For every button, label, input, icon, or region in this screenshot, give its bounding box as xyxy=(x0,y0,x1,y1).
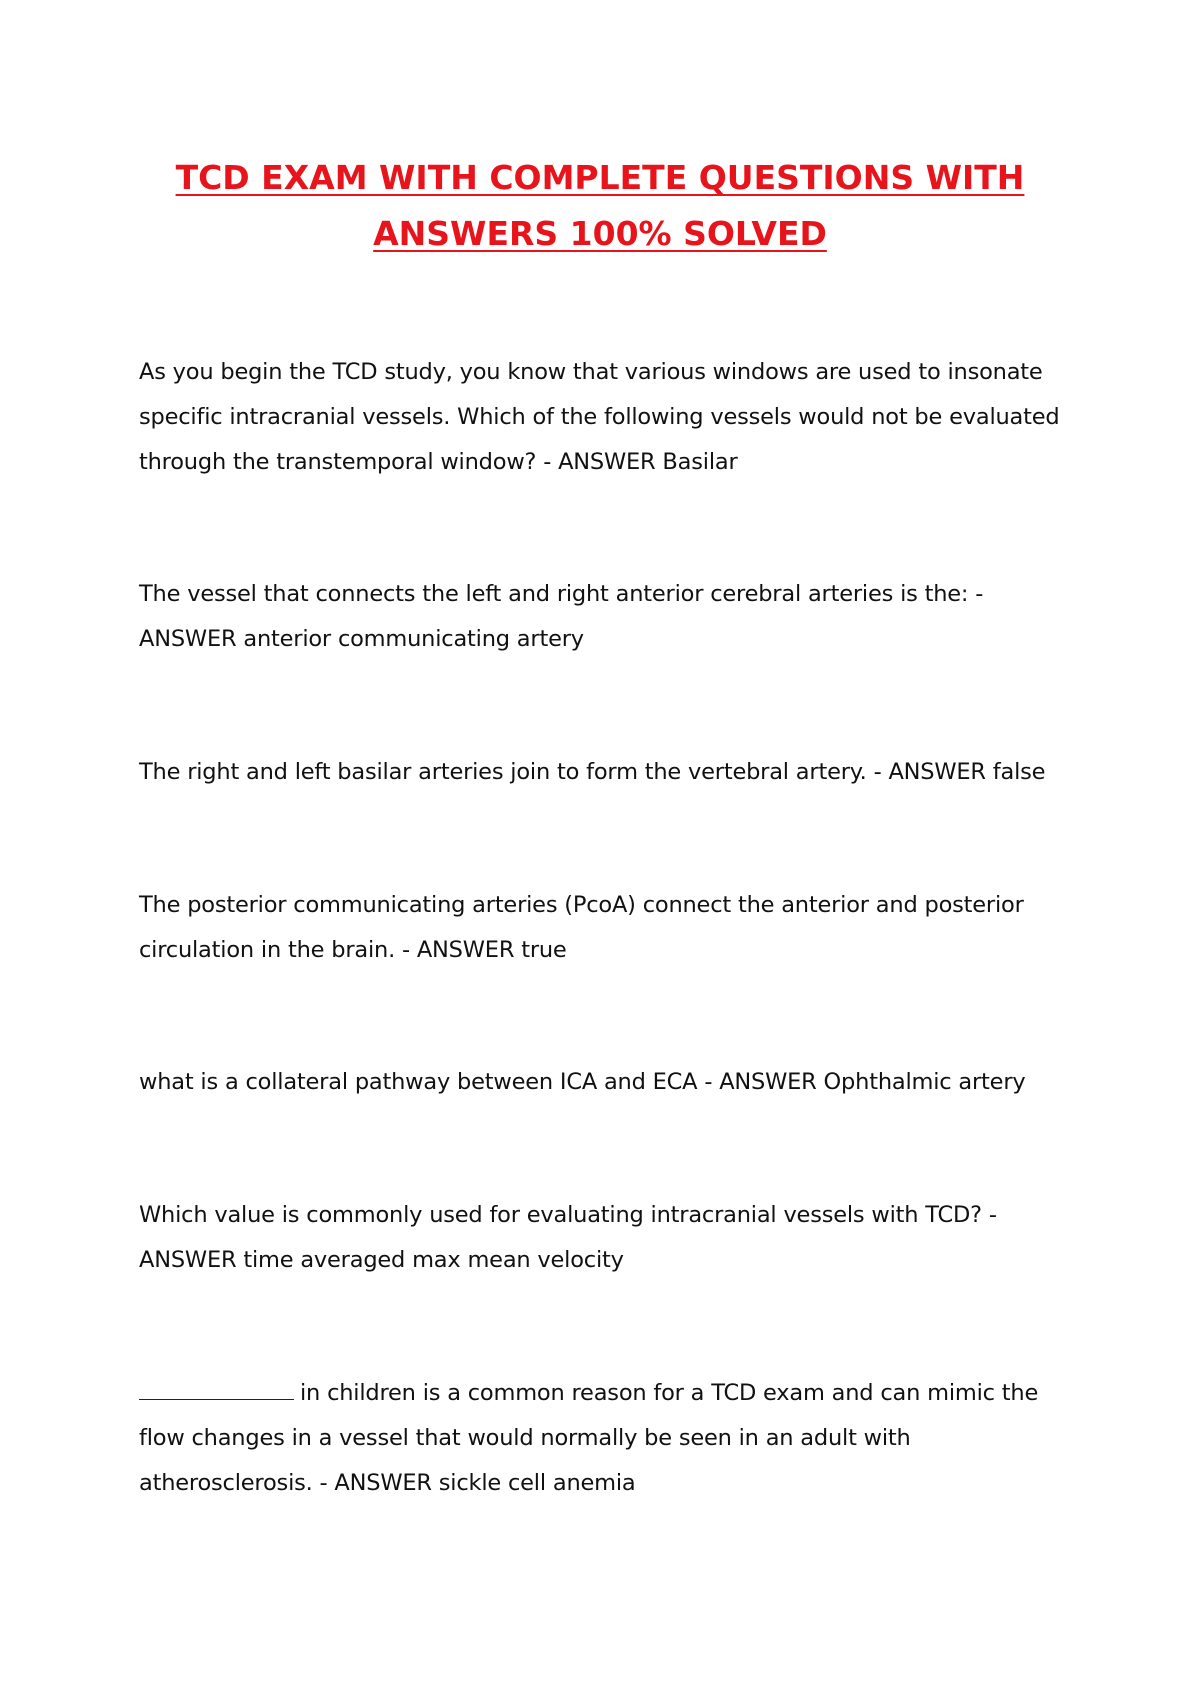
document-title xyxy=(0,150,1200,262)
title-line-2: ANSWERS 100% SOLVED xyxy=(373,214,827,253)
question-answer-5: what is a collateral pathway between ICA and ECA - ANSWER Ophthalmic artery xyxy=(139,1069,1026,1095)
question-answer-2: The vessel that connects the left and right anterior cerebral arteries is the: - ANSWER anterior communicating artery xyxy=(139,581,984,652)
question-answer-6: Which value is commonly used for evaluating intracranial vessels with TCD? - ANSWER time averaged max mean velocity xyxy=(139,1202,997,1273)
question-answer-7 xyxy=(139,1371,1069,1506)
title-line-1: TCD EXAM WITH COMPLETE QUESTIONS WITH xyxy=(175,158,1025,197)
question-answer-7-text: in children is a common reason for a TCD exam and can mimic the flow changes in a vessel that would normally be seen in an adult with atherosclerosis. - ANSWER sickle cell anemia xyxy=(139,1380,1039,1496)
question-answer-4: The posterior communicating arteries (PcoA) connect the anterior and posterior circulation in the brain. - ANSWER true xyxy=(139,892,1024,963)
fill-in-blank-line xyxy=(139,1373,294,1400)
question-answer-3: The right and left basilar arteries join to form the vertebral artery. - ANSWER false xyxy=(139,759,1046,785)
question-answer-1: As you begin the TCD study, you know that various windows are used to insonate specific intracranial vessels. Which of the following vessels would not be evaluated through the transtemporal window? - ANSWER Basilar xyxy=(139,359,1060,475)
